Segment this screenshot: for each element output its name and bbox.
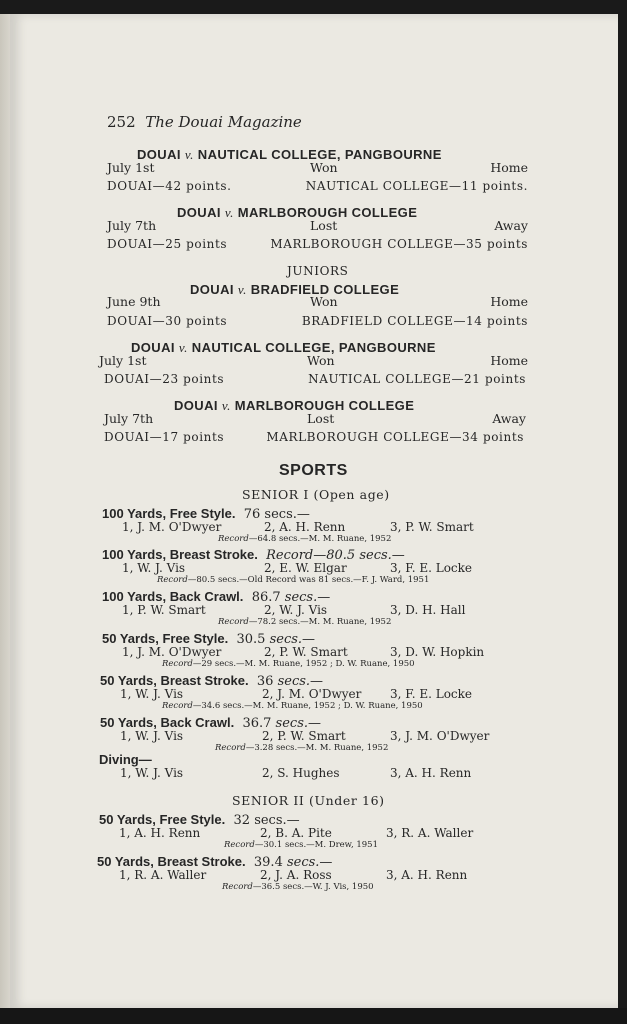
- match-venue: Home: [490, 353, 528, 368]
- match-title: DOUAI v. MARLBOROUGH COLLEGE: [174, 398, 415, 413]
- match-venue: Away: [492, 411, 526, 426]
- first-place: 1, W. J. Vis: [120, 687, 184, 701]
- record-note: Record—3.28 secs.—M. M. Ruane, 1952: [215, 743, 389, 753]
- senior-two-heading: SENIOR II (Under 16): [232, 793, 385, 808]
- event-title: 100 Yards, Back Crawl. 86.7 secs.—: [102, 589, 331, 605]
- douai-score: DOUAI—30 points: [107, 314, 228, 328]
- first-place: 1, W. J. Vis: [120, 729, 184, 743]
- second-place: 2, S. Hughes: [262, 766, 340, 780]
- page-header: [107, 115, 302, 130]
- third-place: 3, A. H. Renn: [386, 868, 468, 882]
- third-place: 3, A. H. Renn: [390, 766, 472, 780]
- record-note: Record—29 secs.—M. M. Ruane, 1952 ; D. W. Ruane, 1950: [162, 659, 415, 669]
- match-result: Won: [310, 160, 338, 175]
- third-place: 3, R. A. Waller: [386, 826, 474, 840]
- record-note: Record—80.5 secs.—Old Record was 81 secs.—F. J. Ward, 1951: [157, 575, 430, 585]
- match-result: Won: [310, 294, 338, 309]
- first-place: 1, A. H. Renn: [119, 826, 201, 840]
- second-place: 2, B. A. Pite: [260, 826, 332, 840]
- match-date: July 1st: [107, 160, 155, 175]
- douai-score: DOUAI—23 points: [104, 372, 225, 386]
- event-title: 50 Yards, Free Style. 32 secs.—: [99, 812, 300, 828]
- first-place: 1, J. M. O'Dwyer: [122, 520, 222, 534]
- douai-score: DOUAI—17 points: [104, 430, 225, 444]
- record-note: Record—30.1 secs.—M. Drew, 1951: [224, 840, 378, 850]
- event-title: 50 Yards, Breast Stroke. 36 secs.—: [100, 673, 324, 689]
- sports-heading: SPORTS: [279, 462, 348, 479]
- match-title: DOUAI v. MARLBOROUGH COLLEGE: [177, 205, 418, 220]
- match-title: DOUAI v. NAUTICAL COLLEGE, PANGBOURNE: [137, 147, 442, 162]
- third-place: 3, D. W. Hopkin: [390, 645, 485, 659]
- match-date: July 1st: [99, 353, 147, 368]
- third-place: 3, F. E. Locke: [390, 561, 473, 575]
- opponent-score: NAUTICAL COLLEGE—11 points.: [305, 179, 528, 193]
- event-title: 100 Yards, Breast Stroke. Record—80.5 secs.—: [102, 547, 405, 563]
- match-venue: Away: [494, 218, 528, 233]
- opponent-score: NAUTICAL COLLEGE—21 points: [308, 372, 526, 386]
- second-place: 2, J. A. Ross: [260, 868, 332, 882]
- match-title: DOUAI v. BRADFIELD COLLEGE: [190, 282, 400, 297]
- match-venue: Home: [490, 160, 528, 175]
- match-result: Lost: [307, 411, 335, 426]
- event-title: Diving—: [99, 752, 152, 767]
- scan-edge: [0, 1008, 627, 1024]
- match-venue: Home: [490, 294, 528, 309]
- second-place: 2, W. J. Vis: [264, 603, 328, 617]
- opponent-score: MARLBOROUGH COLLEGE—35 points: [270, 237, 528, 251]
- event-title: 100 Yards, Free Style. 76 secs.—: [102, 506, 310, 522]
- match-title: DOUAI v. NAUTICAL COLLEGE, PANGBOURNE: [131, 340, 436, 355]
- event-title: 50 Yards, Free Style. 30.5 secs.—: [102, 631, 316, 647]
- event-title: 50 Yards, Breast Stroke. 39.4 secs.—: [97, 854, 333, 870]
- first-place: 1, R. A. Waller: [119, 868, 207, 882]
- third-place: 3, P. W. Smart: [390, 520, 474, 534]
- juniors-heading: JUNIORS: [287, 264, 349, 278]
- record-note: Record—78.2 secs.—M. M. Ruane, 1952: [218, 617, 392, 627]
- opponent-score: MARLBOROUGH COLLEGE—34 points: [266, 430, 524, 444]
- first-place: 1, W. J. Vis: [122, 561, 186, 575]
- second-place: 2, P. W. Smart: [264, 645, 348, 659]
- third-place: 3, J. M. O'Dwyer: [390, 729, 490, 743]
- first-place: 1, J. M. O'Dwyer: [122, 645, 222, 659]
- event-title: 50 Yards, Back Crawl. 36.7 secs.—: [100, 715, 321, 731]
- running-title: The Douai Magazine: [145, 113, 302, 131]
- second-place: 2, J. M. O'Dwyer: [262, 687, 362, 701]
- page-number: 252: [107, 113, 136, 131]
- opponent-score: BRADFIELD COLLEGE—14 points: [301, 314, 528, 328]
- match-result: Lost: [310, 218, 338, 233]
- second-place: 2, A. H. Renn: [264, 520, 346, 534]
- douai-score: DOUAI—42 points.: [107, 179, 232, 193]
- match-date: July 7th: [107, 218, 157, 233]
- match-result: Won: [307, 353, 335, 368]
- first-place: 1, W. J. Vis: [120, 766, 184, 780]
- douai-score: DOUAI—25 points: [107, 237, 228, 251]
- record-note: Record—34.6 secs.—M. M. Ruane, 1952 ; D. W. Ruane, 1950: [162, 701, 423, 711]
- first-place: 1, P. W. Smart: [122, 603, 206, 617]
- record-note: Record—36.5 secs.—W. J. Vis, 1950: [222, 882, 374, 892]
- second-place: 2, P. W. Smart: [262, 729, 346, 743]
- match-date: July 7th: [104, 411, 154, 426]
- third-place: 3, F. E. Locke: [390, 687, 473, 701]
- third-place: 3, D. H. Hall: [390, 603, 466, 617]
- senior-one-heading: SENIOR I (Open age): [242, 487, 390, 502]
- second-place: 2, E. W. Elgar: [264, 561, 347, 575]
- match-date: June 9th: [107, 294, 161, 309]
- record-note: Record—64.8 secs.—M. M. Ruane, 1952: [218, 534, 392, 544]
